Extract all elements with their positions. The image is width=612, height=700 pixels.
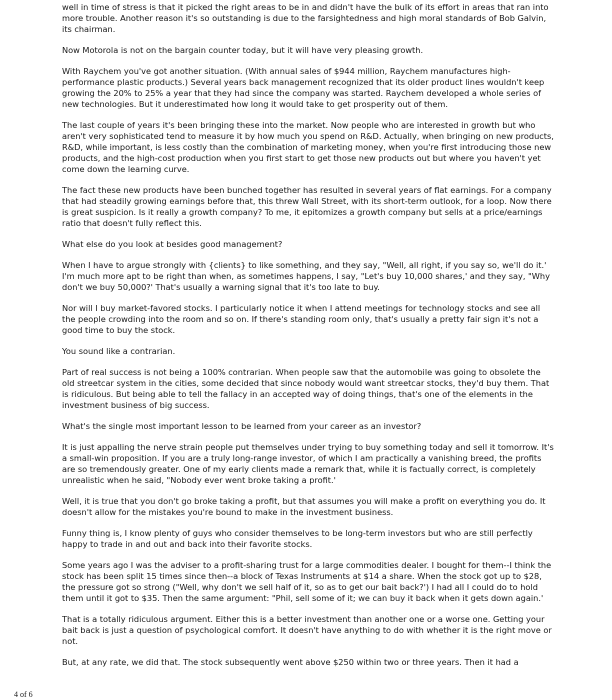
question-1: What else do you look at besides good management? bbox=[62, 239, 283, 249]
paragraph-14: Funny thing is, I know plenty of guys who consider themselves to be long-term investors but who are still perfectly happy to trade in and out and back into their favorite stocks. bbox=[62, 528, 533, 549]
question-3: What's the single most important lesson to be learned from your career as an investor? bbox=[62, 421, 422, 431]
paragraph-17: But, at any rate, we did that. The stock subsequently went above $250 within two or three years. Then it had a bbox=[62, 657, 519, 667]
paragraph-1: well in time of stress is that it picked the right areas to be in and didn't have the bulk of its effort in areas that ran into more trouble. Another reason it's so outstanding is due to the farsightedness and high moral standards of Bob Galvin, its chairman. bbox=[62, 2, 549, 34]
paragraph-2: Now Motorola is not on the bargain counter today, but it will have very pleasing growth. bbox=[62, 45, 424, 55]
paragraph-10: Part of real success is not being a 100% contrarian. When people saw that the automobile was going to obsolete the old streetcar system in the cities, some decided that since nobody would want streetcar stocks, they'd buy them. That is ridiculous. But being able to tell the fallacy in an accepted way of doing things, that's one of the elements in the investment business of big success. bbox=[62, 367, 550, 410]
paragraph-3: With Raychem you've got another situation. (With annual sales of $944 million, Raychem manufactures high-performance plastic products.) Several years back management recognized that its older product lines wouldn't keep growing the 20% to 25% a year that they had since the company was started. Raychem developed a whole series of new technologies. But it underestimated how long it would take to get prosperity out of them. bbox=[62, 66, 545, 109]
paragraph-16: That is a totally ridiculous argument. Either this is a better investment than another one or a worse one. Getting your bait back is just a question of psychological comfort. It doesn't have anything to do with whether it is the right move or not. bbox=[62, 614, 552, 646]
paragraph-13: Well, it is true that you don't go broke taking a profit, but that assumes you will make a profit on everything you do. It doesn't allow for the mistakes you're bound to make in the investment business. bbox=[62, 496, 546, 517]
paragraph-4: The last couple of years it's been bringing these into the market. Now people who are interested in growth but who aren't very sophisticated tend to measure it by how much you spend on R&D. Actually, when bringing on new products, R&D, while important, is less costly than the combination of marketing money, when you're first introducing those new products, and the high-cost production when you first start to get those new products out but where you haven't yet come down the learning curve. bbox=[62, 120, 554, 174]
paragraph-8: Nor will I buy market-favored stocks. I particularly notice it when I attend meetings for technology stocks and see all the people crowding into the room and so on. If there's standing room only, that's usually a pretty fair sign it's not a good time to buy the stock. bbox=[62, 303, 541, 335]
paragraph-5: The fact these new products have been bunched together has resulted in several years of flat earnings. For a company that had steadily growing earnings before that, this threw Wall Street, with its short-term outlook, for a loop. Now there is great suspicion. Is it really a growth company? To me, it epitomizes a growth company but sells at a price/earnings ratio that doesn't fully reflect this. bbox=[62, 185, 552, 228]
paragraph-15: Some years ago I was the adviser to a profit-sharing trust for a large commodities dealer. I bought for them--I think the stock has been split 15 times since then--a block of Texas Instruments at $14 a share. When the stock got up to $28, the pressure got so strong ("Well, why don't we sell half of it, so as to get our bait back?') I had all I could do to hold them until it got to $35. Then the same argument: "Phil, sell some of it; we can buy it back when it gets down again.' bbox=[62, 560, 552, 603]
question-2: You sound like a contrarian. bbox=[62, 346, 176, 356]
paragraph-12: It is just appalling the nerve strain people put themselves under trying to buy something today and sell it tomorrow. It's a small-win proposition. If you are a truly long-range investor, of which I am practically a vanishing breed, the profits are so tremendously greater. One of my early clients made a remark that, while it is factually correct, is completely unrealistic when he said, "Nobody ever went broke taking a profit.' bbox=[62, 442, 554, 485]
paragraph-7: When I have to argue strongly with {clients} to like something, and they say, "Well, all right, if you say so, we'll do it.' I'm much more apt to be right than when, as sometimes happens, I say, "Let's buy 10,000 shares,' and they say, "Why don't we buy 50,000?' That's usually a warning signal that it's too late to buy. bbox=[62, 260, 550, 292]
page-number: 4 of 6 bbox=[14, 690, 33, 699]
document-body bbox=[62, 0, 554, 678]
